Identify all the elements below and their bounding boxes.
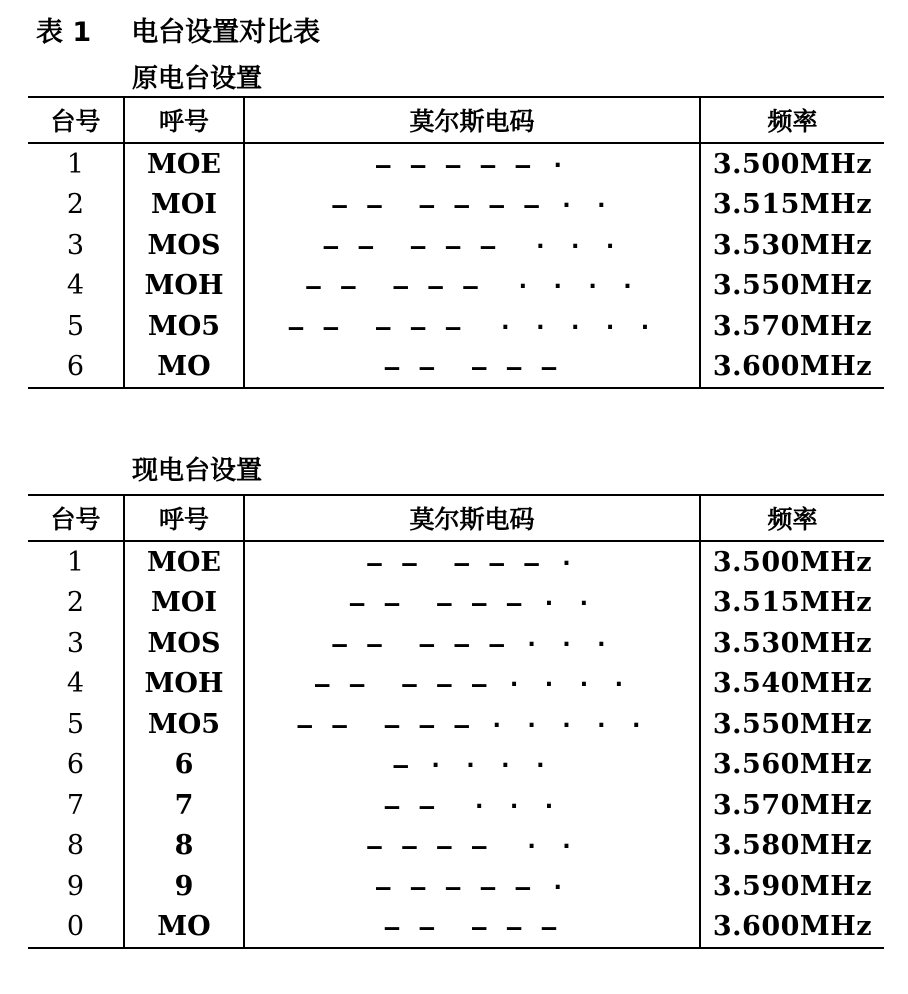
call-sign-cell: MOS bbox=[124, 623, 244, 664]
morse-code-cell bbox=[244, 785, 700, 826]
table-row bbox=[28, 664, 884, 705]
table-row bbox=[28, 866, 884, 907]
table-row bbox=[28, 143, 884, 185]
station-number-cell: 1 bbox=[28, 541, 124, 583]
morse-code-cell bbox=[244, 907, 700, 949]
call-sign-cell: MO5 bbox=[124, 306, 244, 347]
table-row bbox=[28, 745, 884, 786]
morse-code-text: — — — — — bbox=[384, 353, 560, 382]
morse-code-text: — — — — — · · · bbox=[323, 231, 621, 260]
frequency-cell: 3.515MHz bbox=[712, 587, 873, 619]
station-number-cell: 2 bbox=[28, 185, 124, 226]
frequency-cell: 3.600MHz bbox=[700, 907, 884, 949]
call-sign-cell: MOH bbox=[124, 266, 244, 307]
current-settings-table bbox=[28, 494, 884, 949]
morse-code-text: — · · · · bbox=[393, 751, 551, 780]
station-number-cell: 7 bbox=[28, 785, 124, 826]
morse-code-text: — — — — — · · · · · bbox=[288, 312, 656, 341]
frequency-cell: 3.580MHz bbox=[712, 830, 873, 862]
morse-code-text: — — — — — · · · · bbox=[314, 670, 630, 699]
morse-code-cell bbox=[244, 225, 700, 266]
station-number-cell: 5 bbox=[28, 704, 124, 745]
header-call-sign: 呼号 bbox=[124, 495, 244, 541]
table-title: 电台设置对比表 bbox=[131, 17, 321, 48]
frequency-cell: 3.550MHz bbox=[712, 708, 873, 740]
table-header-row bbox=[28, 495, 884, 541]
table-row bbox=[28, 225, 884, 266]
original-table-body bbox=[28, 143, 884, 388]
station-number-cell: 8 bbox=[28, 826, 124, 867]
frequency-cell: 3.560MHz bbox=[712, 749, 873, 781]
frequency-cell: 3.590MHz bbox=[712, 870, 873, 902]
morse-code-text: — — — — — · bbox=[376, 872, 568, 901]
table-row bbox=[28, 306, 884, 347]
station-number-cell: 5 bbox=[28, 306, 124, 347]
call-sign-cell: 8 bbox=[124, 826, 244, 867]
current-table-body bbox=[28, 541, 884, 948]
frequency-cell: 3.500MHz bbox=[712, 148, 873, 180]
morse-code-text: — — — — — — · · bbox=[332, 191, 612, 220]
table-number: 表 1 bbox=[36, 17, 92, 48]
morse-code-cell bbox=[244, 664, 700, 705]
frequency-cell: 3.515MHz bbox=[712, 189, 873, 221]
header-frequency: 频率 bbox=[700, 97, 884, 143]
morse-code-cell bbox=[244, 143, 700, 185]
station-number-cell: 6 bbox=[28, 347, 124, 389]
call-sign-cell: MOI bbox=[124, 185, 244, 226]
morse-code-text: — — — — — · · · · · bbox=[297, 710, 647, 739]
frequency-cell: 3.530MHz bbox=[712, 229, 873, 261]
morse-code-text: — — · · · bbox=[384, 791, 560, 820]
document-title bbox=[36, 10, 320, 49]
frequency-cell: 3.540MHz bbox=[712, 668, 873, 700]
morse-code-cell bbox=[244, 623, 700, 664]
call-sign-cell: MOI bbox=[124, 583, 244, 624]
morse-code-cell bbox=[244, 185, 700, 226]
original-settings-subtitle: 原电台设置 bbox=[132, 64, 263, 94]
call-sign-cell: 6 bbox=[124, 745, 244, 786]
morse-code-text: — — — — — · · · · bbox=[306, 272, 638, 301]
call-sign-cell: MO5 bbox=[124, 704, 244, 745]
station-number-cell: 6 bbox=[28, 745, 124, 786]
header-call-sign: 呼号 bbox=[124, 97, 244, 143]
header-station-number: 台号 bbox=[28, 97, 124, 143]
morse-code-cell bbox=[244, 826, 700, 867]
morse-code-text: — — — — — · · · bbox=[332, 629, 612, 658]
morse-code-text: — — — — — · bbox=[367, 548, 577, 577]
current-settings-subtitle: 现电台设置 bbox=[132, 456, 263, 486]
frequency-cell: 3.500MHz bbox=[712, 546, 873, 578]
station-number-cell: 3 bbox=[28, 623, 124, 664]
morse-code-cell bbox=[244, 745, 700, 786]
morse-code-text: — — — — — · bbox=[376, 150, 568, 179]
call-sign-cell: MO bbox=[124, 907, 244, 949]
station-number-cell: 4 bbox=[28, 266, 124, 307]
table-row bbox=[28, 704, 884, 745]
morse-code-text: — — — — · · bbox=[367, 832, 577, 861]
call-sign-cell: MOE bbox=[124, 541, 244, 583]
call-sign-cell: MOS bbox=[124, 225, 244, 266]
morse-code-cell bbox=[244, 541, 700, 583]
station-number-cell: 3 bbox=[28, 225, 124, 266]
station-number-cell: 1 bbox=[28, 143, 124, 185]
call-sign-cell: 7 bbox=[124, 785, 244, 826]
morse-code-text: — — — — — bbox=[384, 913, 560, 942]
frequency-cell: 3.570MHz bbox=[712, 789, 873, 821]
call-sign-cell: MOE bbox=[124, 143, 244, 185]
morse-code-cell bbox=[244, 347, 700, 389]
table-row bbox=[28, 785, 884, 826]
header-morse-code: 莫尔斯电码 bbox=[244, 97, 700, 143]
station-number-cell: 2 bbox=[28, 583, 124, 624]
morse-code-text: — — — — — · · bbox=[349, 589, 595, 618]
table-row bbox=[28, 907, 884, 949]
morse-code-cell bbox=[244, 266, 700, 307]
frequency-cell: 3.550MHz bbox=[712, 270, 873, 302]
station-number-cell: 4 bbox=[28, 664, 124, 705]
call-sign-cell: MOH bbox=[124, 664, 244, 705]
frequency-cell: 3.600MHz bbox=[700, 347, 884, 389]
table-row bbox=[28, 623, 884, 664]
frequency-cell: 3.570MHz bbox=[712, 310, 873, 342]
table-header-row bbox=[28, 97, 884, 143]
table-row bbox=[28, 583, 884, 624]
call-sign-cell: 9 bbox=[124, 866, 244, 907]
header-station-number: 台号 bbox=[28, 495, 124, 541]
morse-code-cell bbox=[244, 704, 700, 745]
original-settings-table bbox=[28, 96, 884, 389]
morse-code-cell bbox=[244, 306, 700, 347]
morse-code-cell bbox=[244, 583, 700, 624]
frequency-cell: 3.530MHz bbox=[712, 627, 873, 659]
station-number-cell: 0 bbox=[28, 907, 124, 949]
table-row bbox=[28, 347, 884, 389]
header-frequency: 频率 bbox=[700, 495, 884, 541]
table-row bbox=[28, 826, 884, 867]
call-sign-cell: MO bbox=[124, 347, 244, 389]
table-row bbox=[28, 185, 884, 226]
table-row bbox=[28, 541, 884, 583]
morse-code-cell bbox=[244, 866, 700, 907]
table-row bbox=[28, 266, 884, 307]
station-number-cell: 9 bbox=[28, 866, 124, 907]
header-morse-code: 莫尔斯电码 bbox=[244, 495, 700, 541]
